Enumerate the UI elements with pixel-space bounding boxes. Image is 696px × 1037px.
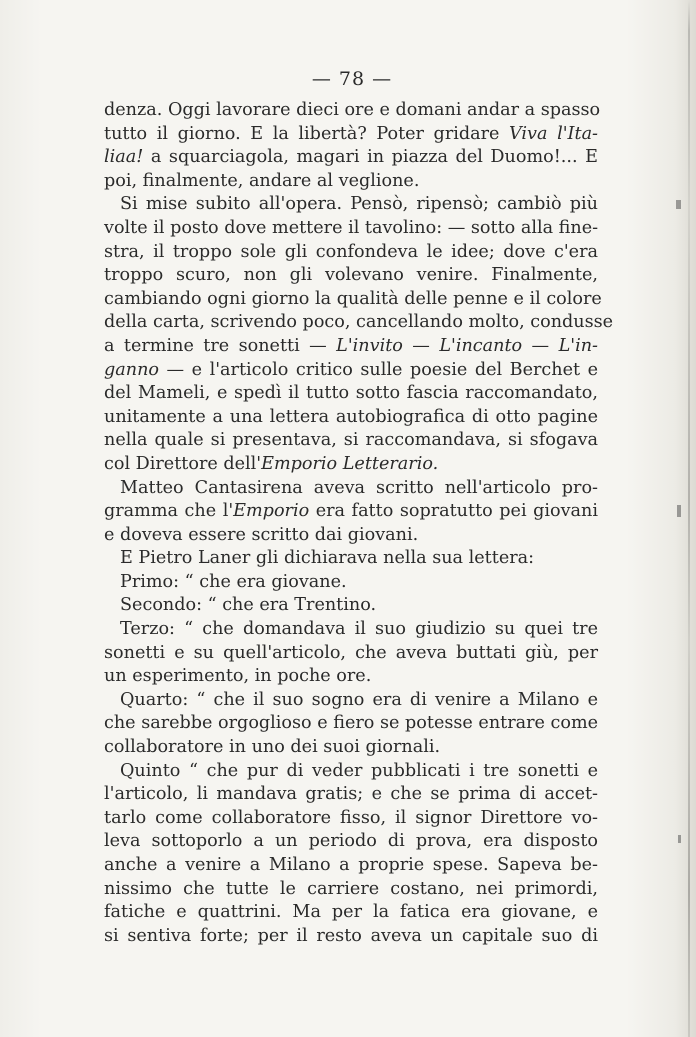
text-line bbox=[104, 146, 598, 170]
text-span: tarlo come collaboratore fisso, il signor Direttore vo- bbox=[104, 807, 598, 828]
text-span: della carta, scrivendo poco, cancellando molto, condusse bbox=[104, 312, 614, 333]
text-span: Si mise subito all'opera. Pensò, ripensò; cambiò più bbox=[120, 194, 598, 215]
text-line bbox=[104, 500, 598, 524]
text-line bbox=[104, 170, 598, 194]
italic-text: Emporio Letterario. bbox=[261, 453, 439, 474]
margin-mark bbox=[676, 200, 681, 209]
text-line bbox=[104, 288, 602, 312]
text-line bbox=[104, 712, 598, 736]
text-line bbox=[104, 217, 598, 241]
text-span: tutto il giorno. E la libertà? Poter gridare bbox=[104, 123, 510, 144]
margin-mark bbox=[677, 505, 681, 517]
italic-text: L'incanto bbox=[439, 335, 523, 356]
text-span: gramma che l' bbox=[104, 501, 234, 522]
text-span: E Pietro Laner gli dichiarava nella sua lettera: bbox=[120, 548, 535, 569]
text-span: del Mameli, e spedì il tutto sotto fascia raccomandato, bbox=[104, 383, 598, 404]
italic-text: L'in- bbox=[558, 335, 599, 356]
text-span: Primo: “ che era giovane. bbox=[120, 571, 347, 592]
text-line bbox=[104, 736, 598, 760]
text-span: collaboratore in uno dei suoi giornali. bbox=[104, 737, 441, 758]
italic-text: Emporio bbox=[233, 501, 310, 522]
text-span: leva sottoporlo a un periodo di prova, era disposto bbox=[104, 831, 598, 852]
text-span: Matteo Cantasirena aveva scritto nell'articolo pro- bbox=[120, 477, 598, 498]
text-line bbox=[104, 783, 598, 807]
text-line bbox=[104, 524, 598, 548]
text-span: — e l'articolo critico sulle poesie del Berchet e bbox=[159, 359, 598, 380]
text-span: che sarebbe orgoglioso e fiero se potesse entrare come bbox=[104, 713, 599, 734]
text-line bbox=[104, 807, 598, 831]
page-edge-shadow bbox=[688, 0, 690, 1037]
text-span: fatiche e quattrini. Ma per la fatica era giovane, e bbox=[104, 902, 598, 923]
text-line bbox=[104, 547, 598, 571]
text-line bbox=[104, 665, 598, 689]
text-span: l'articolo, li mandava gratis; e che se prima di accet- bbox=[104, 784, 598, 805]
text-line bbox=[104, 878, 598, 902]
text-line bbox=[104, 193, 598, 217]
italic-text: ganno bbox=[104, 359, 160, 380]
page-number: — 78 — bbox=[311, 68, 393, 90]
text-line bbox=[104, 594, 598, 618]
text-span: col Direttore dell' bbox=[104, 453, 262, 474]
text-line bbox=[104, 241, 598, 265]
text-line bbox=[104, 99, 601, 123]
margin-mark bbox=[678, 835, 681, 843]
text-span: nella quale si presentava, si raccomandava, si sfogava bbox=[104, 430, 598, 451]
text-line bbox=[104, 123, 598, 147]
text-line bbox=[104, 453, 598, 477]
text-span: nissimo che tutte le carriere costano, nei primordi, bbox=[104, 878, 598, 899]
text-span: volte il posto dove mettere il tavolino: — sotto alla fine- bbox=[104, 217, 599, 238]
text-line bbox=[104, 760, 598, 784]
text-span: unitamente a una lettera autobiografica di otto pagine bbox=[104, 406, 598, 427]
text-span: Secondo: “ che era Trentino. bbox=[120, 595, 377, 616]
text-span: Terzo: “ che domandava il suo giudizio su quei tre bbox=[120, 619, 598, 640]
text-line bbox=[104, 571, 598, 595]
text-span: anche a venire a Milano a proprie spese. Sapeva be- bbox=[104, 855, 598, 875]
text-span: cambiando ogni giorno la qualità delle penne e il colore bbox=[104, 288, 602, 309]
text-line bbox=[104, 406, 598, 430]
text-line bbox=[104, 429, 598, 453]
body-text bbox=[104, 99, 614, 948]
text-line bbox=[104, 618, 598, 642]
text-line bbox=[104, 689, 598, 713]
text-line bbox=[104, 642, 598, 666]
text-line bbox=[104, 264, 598, 288]
text-span: Quinto “ che pur di veder pubblicati i tre sonetti e bbox=[120, 760, 598, 781]
text-span: un esperimento, in poche ore. bbox=[104, 666, 372, 687]
text-line bbox=[104, 830, 598, 854]
text-span: — bbox=[402, 335, 440, 356]
italic-text: liaa! bbox=[104, 147, 144, 168]
text-line bbox=[104, 382, 598, 406]
text-span: e doveva essere scritto dai giovani. bbox=[104, 524, 419, 545]
text-line bbox=[104, 925, 598, 949]
text-span: Quarto: “ che il suo sogno era di venire a Milano e bbox=[120, 689, 598, 710]
italic-text: L'invito bbox=[336, 335, 403, 356]
text-line bbox=[104, 335, 598, 359]
text-span: era fatto sopratutto pei giovani bbox=[309, 501, 598, 522]
text-line bbox=[104, 901, 598, 925]
text-line bbox=[104, 359, 598, 383]
text-span: poi, finalmente, andare al veglione. bbox=[104, 170, 420, 191]
text-span: denza. Oggi lavorare dieci ore e domani andar a spasso bbox=[104, 100, 601, 120]
text-line bbox=[104, 854, 598, 878]
text-line bbox=[104, 311, 614, 335]
text-span: stra, il troppo sole gli confondeva le idee; dove c'era bbox=[104, 241, 598, 262]
text-span: si sentiva forte; per il resto aveva un capitale suo di bbox=[104, 925, 598, 946]
text-span: — bbox=[522, 335, 559, 356]
text-span: a squarciagola, magari in piazza del Duomo!... E bbox=[143, 147, 598, 168]
text-span: sonetti e su quell'articolo, che aveva buttati giù, per bbox=[104, 642, 598, 663]
text-span: troppo scuro, non gli volevano venire. Finalmente, bbox=[104, 265, 598, 286]
italic-text: Viva l'Ita- bbox=[509, 123, 598, 144]
text-line bbox=[104, 477, 598, 501]
text-span: a termine tre sonetti — bbox=[104, 335, 337, 356]
